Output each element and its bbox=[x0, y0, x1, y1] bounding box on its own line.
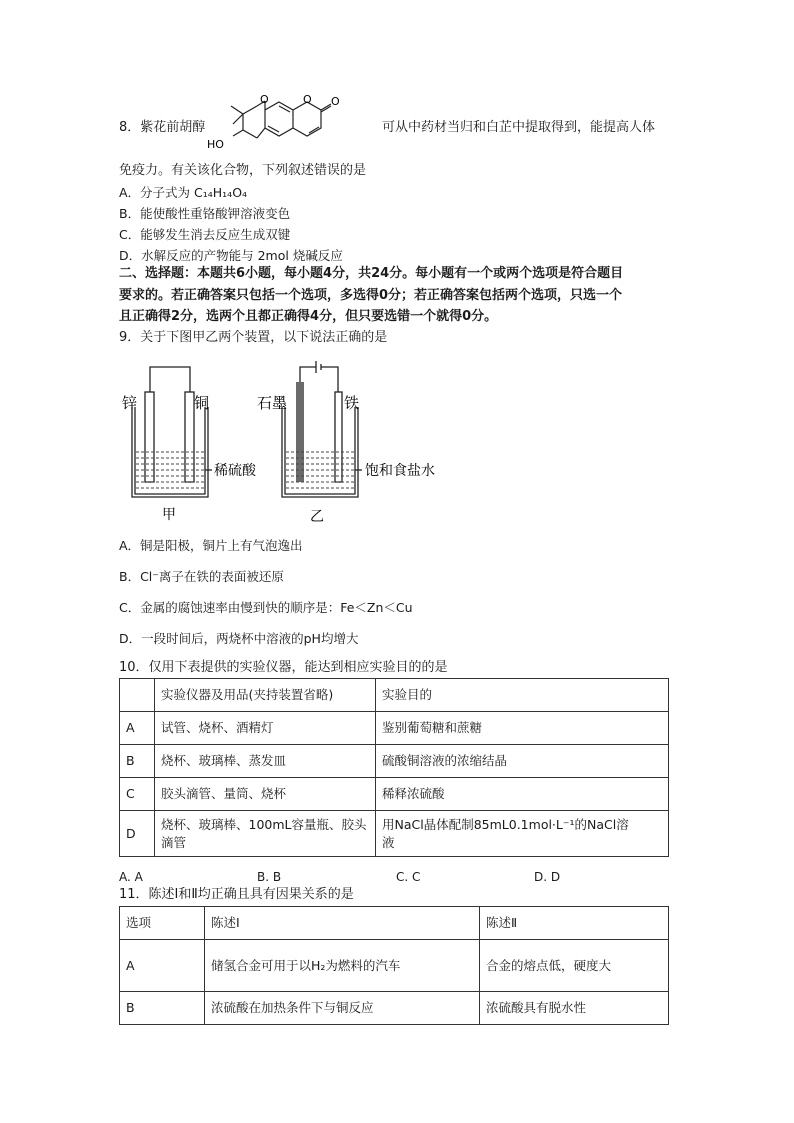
table-header-row bbox=[120, 907, 669, 940]
table-row bbox=[120, 712, 669, 745]
section2-line3: 且正确得2分，选两个且都正确得4分，但只要选错一个就得0分。 bbox=[119, 309, 498, 324]
table-cell: 稀释浓硫酸 bbox=[376, 778, 669, 811]
section2-line2: 要求的。若正确答案只包括一个选项，多选得0分；若正确答案包括两个选项，只选一个 bbox=[119, 288, 623, 303]
table-row bbox=[120, 940, 669, 992]
cell-line: 液 bbox=[382, 834, 395, 850]
acid-label: 稀硫酸 bbox=[214, 463, 256, 479]
table-cell bbox=[376, 811, 669, 857]
iron-label: 铁 bbox=[344, 394, 360, 412]
q10-stem: 10．仅用下表提供的实验仪器，能达到相应实验目的的是 bbox=[119, 660, 448, 675]
table-cell bbox=[155, 811, 376, 857]
yi-label: 乙 bbox=[310, 509, 324, 525]
q10-option-b: B. B bbox=[257, 870, 282, 884]
table-cell: 硫酸铜溶液的浓缩结晶 bbox=[376, 745, 669, 778]
table-cell: C bbox=[120, 778, 155, 811]
table-header-cell bbox=[120, 679, 155, 712]
q10-option-d: D. D bbox=[534, 870, 561, 884]
section2-line1: 二、选择题：本题共6小题，每小题4分，共24分。每小题有一个或两个选项是符合题目 bbox=[119, 266, 624, 281]
table-row bbox=[120, 992, 669, 1025]
ring-oxygen-2: O bbox=[303, 93, 312, 106]
table-cell: 烧杯、玻璃棒、蒸发皿 bbox=[155, 745, 376, 778]
table-cell: 浓硫酸在加热条件下与铜反应 bbox=[205, 992, 480, 1025]
table-cell: 胶头滴管、量筒、烧杯 bbox=[155, 778, 376, 811]
q9-option-d: D．一段时间后，两烧杯中溶液的pH均增大 bbox=[119, 631, 359, 646]
q10-option-a: A. A bbox=[119, 870, 143, 884]
table-cell: 浓硫酸具有脱水性 bbox=[480, 992, 669, 1025]
table-cell: D bbox=[120, 811, 155, 857]
q8-prefix: 8．紫花前胡醇 bbox=[119, 120, 206, 135]
q9-option-a: A．铜是阳极，铜片上有气泡逸出 bbox=[119, 538, 303, 553]
q10-table bbox=[119, 678, 669, 857]
carbonyl-oxygen: O bbox=[331, 95, 340, 108]
table-header-row bbox=[120, 679, 669, 712]
q8-option-d: D．水解反应的产物能与 2mol 烧碱反应 bbox=[119, 248, 343, 263]
cell-line: 用NaCl晶体配制85mL0.1mol·L⁻¹的NaCl溶 bbox=[382, 816, 629, 832]
copper-label: 铜 bbox=[194, 394, 210, 412]
table-cell: A bbox=[120, 940, 205, 992]
table-cell: B bbox=[120, 992, 205, 1025]
table-header-cell: 陈述Ⅱ bbox=[480, 907, 669, 940]
table-header-cell: 选项 bbox=[120, 907, 205, 940]
table-cell: A bbox=[120, 712, 155, 745]
q11-table bbox=[119, 906, 669, 1025]
graphite-label: 石墨 bbox=[257, 394, 288, 412]
cell-line: 烧杯、玻璃棒、100mL容量瓶、胶头 bbox=[161, 816, 367, 832]
q8-line2: 免疫力。有关该化合物，下列叙述错误的是 bbox=[119, 163, 367, 178]
cell-line: 滴管 bbox=[161, 834, 187, 850]
table-row bbox=[120, 745, 669, 778]
electrochem-figure bbox=[120, 352, 450, 527]
q8-option-a: A．分子式为 C₁₄H₁₄O₄ bbox=[119, 185, 248, 200]
table-row bbox=[120, 778, 669, 811]
table-cell: B bbox=[120, 745, 155, 778]
q11-stem: 11．陈述Ⅰ和Ⅱ均正确且具有因果关系的是 bbox=[119, 887, 354, 902]
zinc-label: 锌 bbox=[122, 394, 138, 412]
hydroxyl-label: HO bbox=[207, 138, 224, 151]
q9-option-c: C．金属的腐蚀速率由慢到快的顺序是：Fe＜Zn＜Cu bbox=[119, 600, 413, 615]
table-header-cell: 实验仪器及用品(夹持装置省略) bbox=[155, 679, 376, 712]
q8-option-b: B．能使酸性重铬酸钾溶液变色 bbox=[119, 206, 291, 221]
q8-suffix: 可从中药材当归和白芷中提取得到，能提高人体 bbox=[382, 120, 656, 135]
table-header-cell: 实验目的 bbox=[376, 679, 669, 712]
coumarin-structure bbox=[205, 88, 380, 156]
table-header-cell: 陈述Ⅰ bbox=[205, 907, 480, 940]
q8-option-c: C．能够发生消去反应生成双键 bbox=[119, 227, 291, 242]
table-cell: 合金的熔点低，硬度大 bbox=[480, 940, 669, 992]
table-cell: 储氢合金可用于以H₂为燃料的汽车 bbox=[205, 940, 480, 992]
q9-stem: 9．关于下图甲乙两个装置，以下说法正确的是 bbox=[119, 330, 388, 345]
jia-label: 甲 bbox=[162, 507, 176, 523]
table-row bbox=[120, 811, 669, 857]
brine-label: 饱和食盐水 bbox=[365, 463, 435, 479]
table-cell: 鉴别葡萄糖和蔗糖 bbox=[376, 712, 669, 745]
table-cell: 试管、烧杯、酒精灯 bbox=[155, 712, 376, 745]
ring-oxygen-1: O bbox=[260, 93, 269, 106]
q10-option-c: C. C bbox=[396, 870, 421, 884]
q9-option-b: B．Cl⁻离子在铁的表面被还原 bbox=[119, 569, 284, 584]
